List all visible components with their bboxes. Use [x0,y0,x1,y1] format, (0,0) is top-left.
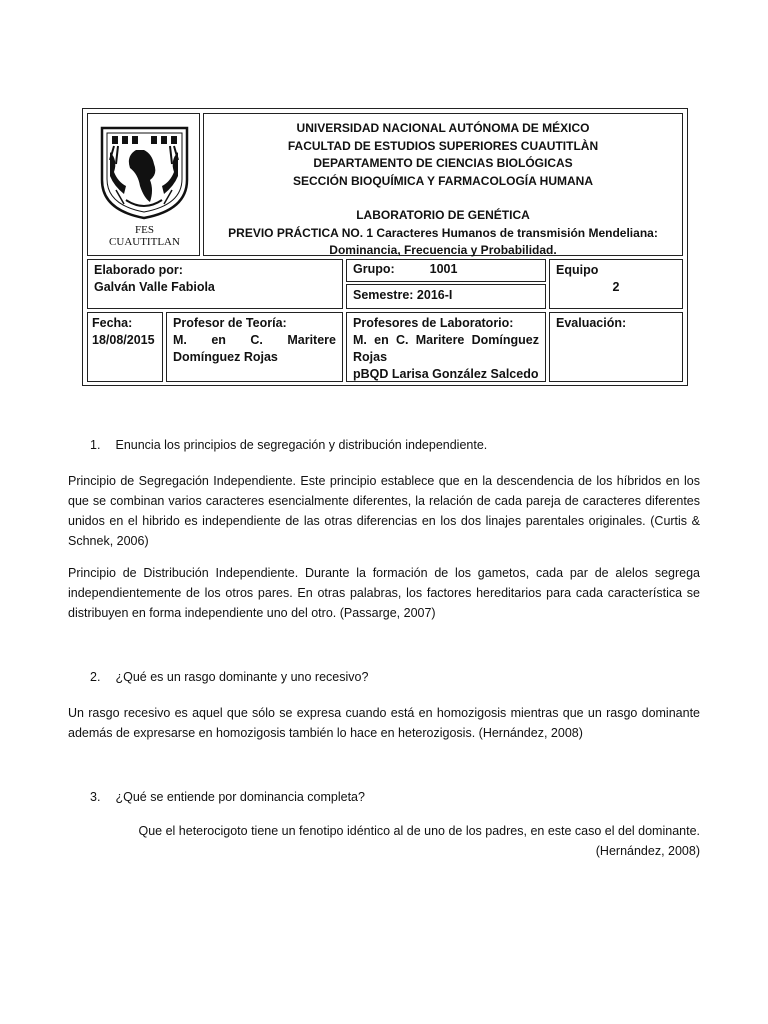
answer-1b: Principio de Distribución Independiente. Durante la formación de los gametos, cada par de alelos segrega independientemente de los otros pares. En otras palabras, los factores hereditarios para cada característica se distribuyen en forma independiente uno del otro. (Passarge, 2007) [68,566,700,620]
title-department: DEPARTAMENTO DE CIENCIAS BIOLÓGICAS [313,156,573,170]
question-3-number: 3. [90,790,101,804]
laboratorio-cell [346,312,546,382]
question-1 [90,438,487,452]
equipo-cell [549,259,683,309]
elaborado-value: Galván Valle Fabiola [94,280,215,294]
semestre-label: Semestre: 2016-I [353,288,453,302]
question-1-text: Enuncia los principios de segregación y distribución independiente. [115,438,488,452]
laboratorio-name-line2: Rojas [353,350,388,364]
question-2-number: 2. [90,670,101,684]
evaluacion-label: Evaluación: [556,316,627,330]
subtitle-lab: LABORATORIO DE GENÉTICA [356,208,530,222]
evaluacion-cell [549,312,683,382]
answer-3-citation: (Hernández, 2008) [595,844,700,858]
grupo-value: 1001 [429,262,458,276]
grupo-label: Grupo: [353,262,395,276]
logo-caption-fes: FES [135,224,154,236]
fecha-cell [87,312,163,382]
laboratorio-name-line3: pBQD Larisa González Salcedo [353,367,539,381]
title-cell [203,113,683,256]
equipo-value: 2 [612,280,620,294]
subtitle-practice: PREVIO PRÁCTICA NO. 1 Caracteres Humanos de transmisión Mendeliana: [228,225,658,240]
profesor-cell [166,312,343,382]
title-faculty: FACULTAD DE ESTUDIOS SUPERIORES CUAUTITLÀN [287,138,599,153]
fecha-label: Fecha: [92,316,133,330]
profesor-name-line2: Domínguez Rojas [173,350,278,364]
laboratorio-label: Profesores de Laboratorio: [353,316,514,330]
semestre-cell [346,284,546,309]
question-3-text: ¿Qué se entiende por dominancia completa? [115,790,365,804]
fecha-value: 18/08/2015 [92,333,155,347]
profesor-name-line1: M. en C. Maritere [173,333,336,347]
subtitle-topics: Dominancia, Frecuencia y Probabilidad. [329,243,557,257]
question-2 [90,670,368,684]
equipo-label: Equipo [556,263,599,277]
question-1-number: 1. [90,438,101,452]
answer-1a: Principio de Segregación Independiente. Este principio establece que en la descendencia de los híbridos en los que se combinan varios caracteres esencialmente diferentes, la relación de cada pareja de caracteres diferentes unidos en el hibrido es independiente de las otras diferencias en los dos linajes parentales originales. (Curtis & Schnek, 2006) [68,474,700,548]
grupo-cell [346,259,546,282]
question-2-text: ¿Qué es un rasgo dominante y uno recesivo? [115,670,369,684]
question-3 [90,790,365,804]
logo-cell [87,113,200,256]
laboratorio-name-line1: M. en C. Maritere Domínguez [353,333,539,347]
logo-caption-cuautitlan: CUAUTITLAN [109,236,180,248]
profesor-label: Profesor de Teoría: [173,316,287,330]
title-university: UNIVERSIDAD NACIONAL AUTÓNOMA DE MÉXICO [296,121,590,135]
answer-3: Que el heterocigoto tiene un fenotipo idéntico al de uno de los padres, en este caso el del dominante. [138,824,700,838]
elaborado-cell [87,259,343,309]
elaborado-label: Elaborado por: [94,263,183,277]
answer-2: Un rasgo recesivo es aquel que sólo se expresa cuando está en homozigosis mientras que un rasgo dominante además de expresarse en homozigosis también lo hace en heterozigosis. (Hernández, 2008) [68,706,700,740]
header-table [82,108,688,386]
title-section: SECCIÓN BIOQUÍMICA Y FARMACOLOGÍA HUMANA [292,173,593,188]
unam-shield-crest-icon [96,120,193,222]
